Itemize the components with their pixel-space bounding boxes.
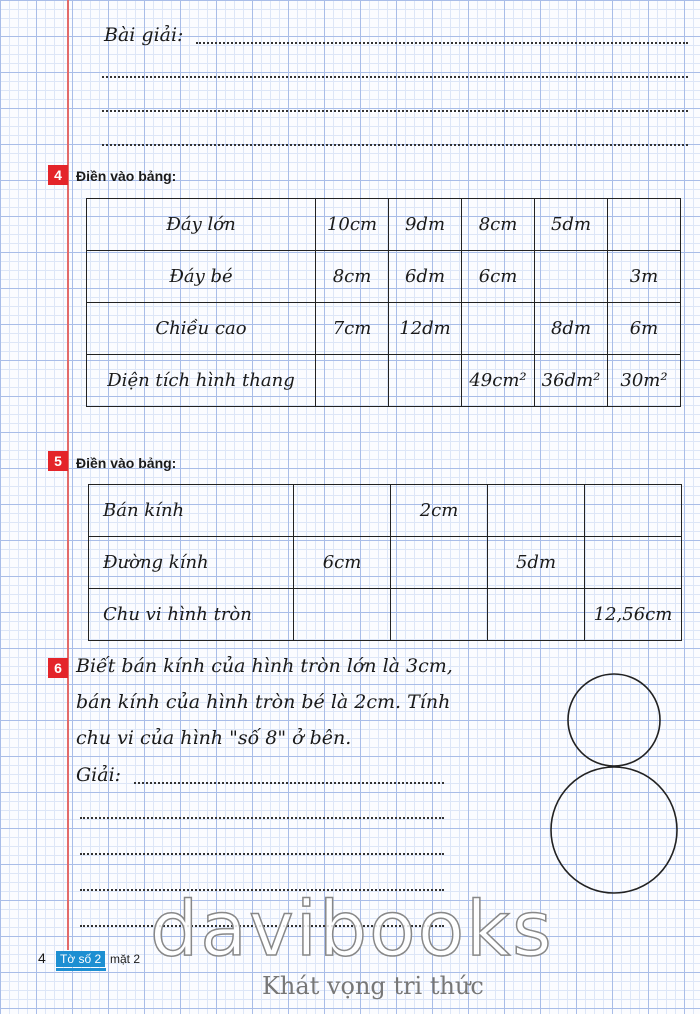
- problem-text: bán kính của hình tròn bé là 2cm. Tính: [76, 691, 451, 713]
- table-cell: [294, 589, 391, 641]
- table-cell: 9dm: [389, 199, 462, 251]
- table-cell: 8dm: [535, 303, 608, 355]
- exercise-title: Điền vào bảng:: [76, 168, 177, 184]
- circle-table: [88, 484, 682, 641]
- sheet-side: mặt 2: [110, 952, 141, 966]
- table-cell: 8cm: [462, 199, 535, 251]
- table-cell: 30m²: [608, 355, 681, 407]
- table-row: [87, 199, 681, 251]
- table-cell: [391, 537, 488, 589]
- table-row: [87, 251, 681, 303]
- page-number: 4: [38, 950, 46, 966]
- table-row: [87, 355, 681, 407]
- table-cell: 6cm: [294, 537, 391, 589]
- table-cell: [535, 251, 608, 303]
- table-cell: 6cm: [462, 251, 535, 303]
- table-row: [89, 537, 682, 589]
- sheet-tag: Tờ số 2: [56, 951, 105, 967]
- table-cell: [389, 355, 462, 407]
- exercise-number: 6: [48, 658, 68, 678]
- row-label: Đáy bé: [87, 251, 316, 303]
- answer-line: [102, 76, 688, 78]
- problem-text: Biết bán kính của hình tròn lớn là 3cm,: [76, 655, 453, 677]
- row-label: Đường kính: [89, 537, 294, 589]
- exercise-title: Điền vào bảng:: [76, 455, 177, 471]
- table-cell: [488, 589, 585, 641]
- large-circle: [551, 767, 677, 893]
- table-cell: [585, 485, 682, 537]
- table-cell: 12dm: [389, 303, 462, 355]
- trapezoid-table: [86, 198, 681, 407]
- table-cell: 2cm: [391, 485, 488, 537]
- table-cell: 6m: [608, 303, 681, 355]
- table-cell: 7cm: [316, 303, 389, 355]
- row-label: Bán kính: [89, 485, 294, 537]
- table-cell: [294, 485, 391, 537]
- answer-line: [134, 782, 444, 784]
- margin-line: [67, 0, 69, 950]
- table-row: [89, 589, 682, 641]
- table-row: [87, 303, 681, 355]
- table-cell: 5dm: [535, 199, 608, 251]
- answer-line: [102, 110, 688, 112]
- watermark-slogan: Khát vọng tri thức: [262, 972, 484, 1000]
- row-label: Đáy lớn: [87, 199, 316, 251]
- footer-bar: [56, 968, 106, 971]
- table-cell: [488, 485, 585, 537]
- table-cell: 6dm: [389, 251, 462, 303]
- table-cell: [585, 537, 682, 589]
- row-label: Chiều cao: [87, 303, 316, 355]
- exercise-number: 5: [48, 451, 68, 471]
- table-cell: [608, 199, 681, 251]
- solution-label: Giải:: [76, 764, 122, 786]
- row-label: Chu vi hình tròn: [89, 589, 294, 641]
- answer-line: [80, 853, 444, 855]
- answer-line: [80, 817, 444, 819]
- watermark-brand: davibooks: [150, 884, 554, 973]
- answer-line: [196, 42, 688, 44]
- small-circle: [568, 674, 660, 766]
- table-cell: 8cm: [316, 251, 389, 303]
- table-cell: 3m: [608, 251, 681, 303]
- answer-line: [102, 144, 688, 146]
- table-cell: 5dm: [488, 537, 585, 589]
- answer-label: Bài giải:: [104, 24, 184, 46]
- exercise-number: 4: [48, 165, 68, 185]
- table-cell: [316, 355, 389, 407]
- table-cell: 10cm: [316, 199, 389, 251]
- problem-text: chu vi của hình "số 8" ở bên.: [76, 727, 352, 749]
- table-cell: 12,56cm: [585, 589, 682, 641]
- table-row: [89, 485, 682, 537]
- table-cell: [462, 303, 535, 355]
- row-label: Diện tích hình thang: [87, 355, 316, 407]
- table-cell: 36dm²: [535, 355, 608, 407]
- table-cell: [391, 589, 488, 641]
- figure-eight-diagram: [540, 670, 690, 900]
- table-cell: 49cm²: [462, 355, 535, 407]
